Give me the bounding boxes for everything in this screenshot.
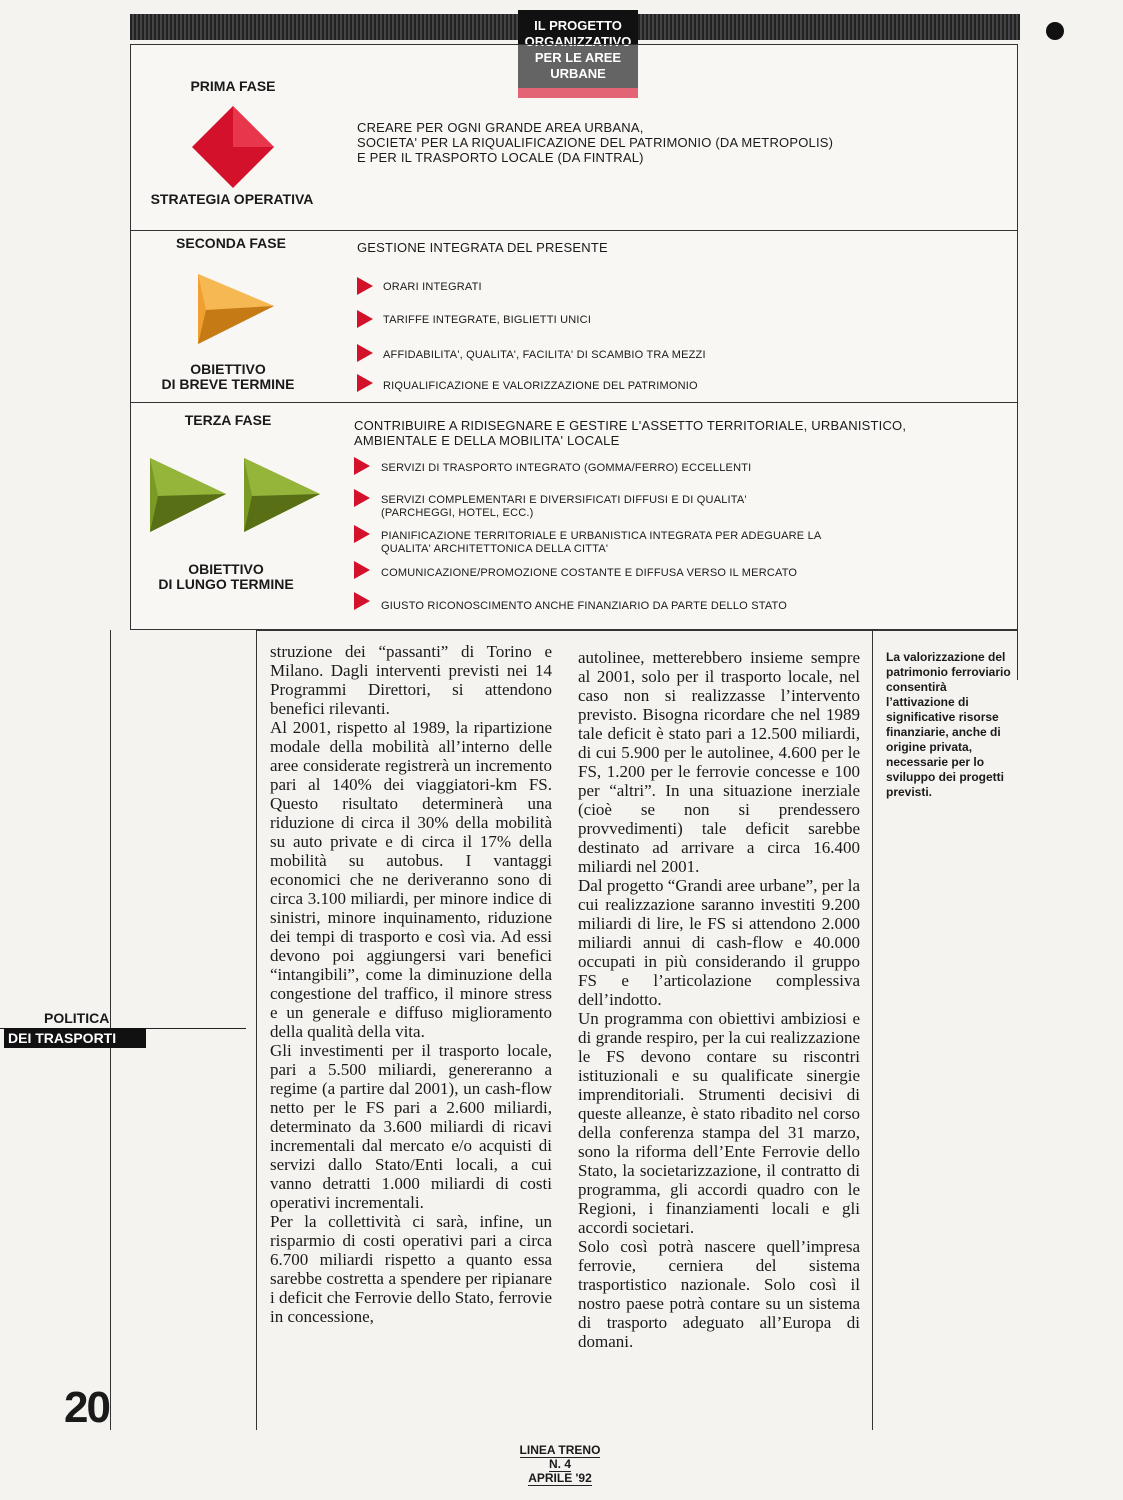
text-line: SOCIETA' PER LA RIQUALIFICAZIONE DEL PATRIMONIO (DA METROPOLIS): [357, 135, 834, 150]
article-column-1: [270, 642, 552, 1326]
text-line: E PER IL TRASPORTO LOCALE (DA FINTRAL): [357, 150, 644, 165]
first-phase-text: [357, 120, 917, 165]
second-phase-heading: GESTIONE INTEGRATA DEL PRESENTE: [357, 240, 608, 255]
bullet-arrow-icon: [357, 374, 373, 392]
section-tag: [0, 1008, 246, 1046]
sublabel-line: OBIETTIVO: [190, 361, 266, 377]
text-line: CONTRIBUIRE A RIDISEGNARE E GESTIRE L'ASSETTO TERRITORIALE, URBANISTICO,: [354, 418, 907, 433]
paragraph: Al 2001, rispetto al 1989, la ripartizione modale della mobilità all’interno delle aree considerate registrerà un incremento pari al 140% dei viaggiatori-km FS. Questo risultato determinerà una riduzione di circa il 30% della mobilità su auto private e di circa il 17% della mobilità su autobus. I vantaggi economici che ne deriveranno sono di circa 3.100 miliardi, per minore indice di sinistri, minore inquinamento, riduzione dei tempi di trasporto e così via. Ad essi devono poi aggiungersi vari benefici “intangibili”, come la diminuzione della congestione del traffico, il minore stress e un generale e diffuso miglioramento della qualità della vita.: [270, 718, 552, 1041]
bullet-arrow-icon: [354, 489, 370, 507]
list-item: AFFIDABILITA', QUALITA', FACILITA' DI SCAMBIO TRA MEZZI: [383, 349, 706, 361]
bullet-arrow-icon: [357, 310, 373, 328]
paragraph: Dal progetto “Grandi aree urbane”, per la cui realizzazione saranno investiti 9.200 miliardi di lire, le FS si attendono 2.000 miliardi annui di cash-flow e 40.000 occupati in più considerando il gruppo FS e l’articolazione complessiva dell’indotto.: [578, 876, 860, 1009]
footer-line: APRILE '92: [528, 1471, 592, 1485]
second-phase-sublabel: [128, 362, 328, 392]
first-phase-label: PRIMA FASE: [190, 78, 276, 94]
list-item: PIANIFICAZIONE TERRITORIALE E URBANISTICA INTEGRATA PER ADEGUARE LA QUALITA' ARCHITETTONICA DELLA CITTA': [381, 530, 821, 555]
bullet-arrow-icon: [357, 344, 373, 362]
list-item: SERVIZI COMPLEMENTARI E DIVERSIFICATI DIFFUSI E DI QUALITA' (PARCHEGGI, HOTEL, ECC.): [381, 494, 747, 519]
list-item: RIQUALIFICAZIONE E VALORIZZAZIONE DEL PATRIMONIO: [383, 380, 698, 392]
red-diamond-icon: [190, 104, 276, 190]
divider: [130, 230, 1018, 231]
divider: [130, 402, 1018, 403]
text-line: CREARE PER OGNI GRANDE AREA URBANA,: [357, 120, 644, 135]
title-line: PER LE AREE: [534, 50, 622, 65]
bullet-arrow-icon: [357, 277, 373, 295]
bullet-dot: [1046, 22, 1064, 40]
text-line: AMBIENTALE E DELLA MOBILITA' LOCALE: [354, 433, 620, 448]
section-part1: POLITICA: [44, 1010, 110, 1026]
list-item: SERVIZI DI TRASPORTO INTEGRATO (GOMMA/FERRO) ECCELLENTI: [381, 462, 752, 474]
footer-line: N. 4: [548, 1457, 571, 1471]
title-line: ORGANIZZATIVO: [524, 34, 632, 49]
page-number: 20: [64, 1383, 109, 1432]
orange-arrow-icon: [192, 270, 278, 348]
bullet-arrow-icon: [354, 525, 370, 543]
sidebar-note: La valorizzazione del patrimonio ferroviario consentirà l’attivazione di significative risorse finanziarie, anche di origine privata, necessarie per lo sviluppo dei progetti previsti.: [886, 650, 1011, 799]
double-green-arrow-icon: [146, 452, 326, 536]
divider: [256, 630, 1018, 631]
list-item: GIUSTO RICONOSCIMENTO ANCHE FINANZIARIO DA PARTE DELLO STATO: [381, 600, 788, 612]
column-rule: [256, 630, 257, 1430]
title-line: IL PROGETTO: [534, 18, 622, 33]
sublabel-line: DI BREVE TERMINE: [161, 376, 295, 392]
third-phase-sublabel: [126, 562, 326, 592]
bullet-arrow-icon: [354, 592, 370, 610]
third-phase-label: TERZA FASE: [184, 412, 272, 428]
column-rule: [872, 630, 873, 1430]
second-phase-label: SECONDA FASE: [176, 235, 286, 251]
list-item: ORARI INTEGRATI: [383, 281, 482, 293]
third-phase-heading: [354, 418, 994, 448]
article-column-2: [578, 648, 860, 1351]
list-item: COMUNICAZIONE/PROMOZIONE COSTANTE E DIFFUSA VERSO IL MERCATO: [381, 567, 798, 579]
sublabel-line: OBIETTIVO: [188, 561, 264, 577]
paragraph: Un programma con obiettivi ambiziosi e di grande respiro, per la cui realizzazione le FS devono contare su riscontri istituzionali e su qualificate sinergie imprenditoriali. Strumenti decisivi di queste alleanze, è stato ribadito nel corso della conferenza stampa del 31 marzo, sono la riforma dell’Ente Ferrovie dello Stato, la societarizzazione, il contratto di programma, gli accordi quadro con le Regioni, i finanziamenti locali e gli accordi societari.: [578, 1009, 860, 1237]
list-item: TARIFFE INTEGRATE, BIGLIETTI UNICI: [383, 314, 592, 326]
paragraph: Solo così potrà nascere quell’impresa ferrovie, cerniera del sistema trasportistico nazionale. Solo così il nostro paese potrà contare su un sistema di trasporto adeguato all’Europa di domani.: [578, 1237, 860, 1351]
column-rule: [1017, 630, 1018, 680]
footer-line: LINEA TRENO: [519, 1443, 601, 1457]
title-line: URBANE: [550, 66, 606, 81]
paragraph: Per la collettività ci sarà, infine, un risparmio di costi operativi pari a circa 6.700 miliardi rispetto a quanto essa sarebbe costretta a spendere per ripianare i deficit che Ferrovie dello Stato, ferrovie in concessione,: [270, 1212, 552, 1326]
first-phase-sublabel: STRATEGIA OPERATIVA: [150, 191, 314, 207]
bullet-arrow-icon: [354, 457, 370, 475]
paragraph: autolinee, metterebbero insieme sempre al 2001, solo per il trasporto locale, nel caso non si realizzasse l’intervento previsto. Bisogna ricordare che nel 1989 tale deficit è stato pari a 12.500 miliardi, di cui 5.900 per le autolinee, 4.600 per le FS, 1.200 per le ferrovie concesse e 100 per “altri”. In una situazione inerziale (cioè se non si prendessero provvedimenti) tale deficit sarebbe destinato ad arrivare a circa 16.400 miliardi nel 2001.: [578, 648, 860, 876]
sublabel-line: DI LUNGO TERMINE: [158, 576, 294, 592]
paragraph: struzione dei “passanti” di Torino e Milano. Dagli interventi previsti nei 14 Programmi Direttori, si attendono benefici rilevanti.: [270, 642, 552, 718]
bullet-arrow-icon: [354, 561, 370, 579]
paragraph: Gli investimenti per il trasporto locale, pari a 5.500 miliardi, genereranno a regime (a partire dal 2001), un cash-flow netto per le FS pari a 2.600 miliardi, determinato da 3.600 miliardi di ricavi incrementali dal mercato e/o acquisti di servizi dallo Stato/Enti locali, a cui vanno detratti 1.000 miliardi di costi operativi incrementali.: [270, 1041, 552, 1212]
section-part2: DEI TRASPORTI: [4, 1028, 146, 1048]
footer: [500, 1444, 620, 1486]
